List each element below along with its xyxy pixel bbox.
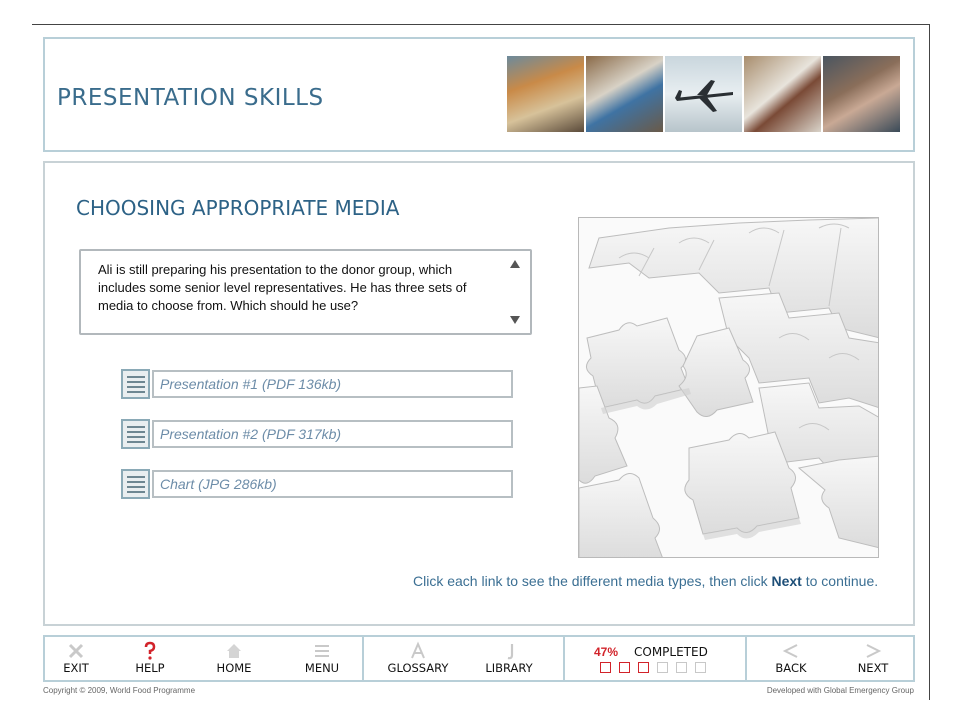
instruction-prefix: Click each link to see the different media types, then click — [413, 573, 772, 589]
puzzle-pieces-image — [578, 217, 879, 558]
progress-completed-label: COMPLETED — [634, 645, 708, 659]
section-title: CHOOSING APPROPRIATE MEDIA — [76, 196, 400, 220]
content-panel — [43, 161, 915, 626]
menu-button[interactable] — [297, 641, 347, 679]
nav-divider — [745, 637, 747, 680]
library-icon — [499, 641, 519, 661]
media-link-label[interactable]: Presentation #1 (PDF 136kb) — [152, 370, 513, 398]
header-banner — [43, 37, 915, 152]
next-button[interactable] — [847, 641, 899, 679]
progress-box — [638, 662, 649, 673]
developer-credit: Developed with Global Emergency Group — [766, 686, 914, 695]
media-link-label[interactable]: Chart (JPG 286kb) — [152, 470, 513, 498]
nav-divider — [362, 637, 364, 680]
next-arrow-icon — [863, 641, 883, 661]
header-photo-strip — [507, 56, 900, 132]
exit-button[interactable] — [51, 641, 101, 679]
back-button[interactable] — [765, 641, 817, 679]
progress-box — [695, 662, 706, 673]
library-label: LIBRARY — [485, 661, 533, 675]
progress-box — [657, 662, 668, 673]
mother-and-children-photo — [823, 56, 900, 132]
cargo-plane-photo — [665, 56, 742, 132]
plane-icon — [671, 78, 737, 114]
instruction-text — [413, 573, 878, 589]
document-icon[interactable] — [121, 469, 150, 499]
progress-percent: 47% — [594, 645, 619, 659]
next-label: NEXT — [857, 661, 889, 675]
bottom-navbar — [43, 635, 915, 682]
help-icon — [140, 641, 160, 661]
progress-box — [600, 662, 611, 673]
home-button[interactable] — [209, 641, 259, 679]
glossary-label: GLOSSARY — [387, 661, 449, 675]
scenario-text: Ali is still preparing his presentation to the donor group, which includes some senior level representatives. He has three sets of media to choose from. Which should he use? — [98, 262, 467, 313]
progress-indicator — [566, 637, 746, 680]
menu-label: MENU — [304, 661, 340, 675]
help-button[interactable] — [125, 641, 175, 679]
instruction-suffix: to continue. — [801, 573, 879, 589]
nav-divider — [563, 637, 565, 680]
food-aid-photo — [507, 56, 584, 132]
copyright-text: Copyright © 2009, World Food Programme — [43, 686, 196, 695]
document-icon[interactable] — [121, 369, 150, 399]
home-icon — [224, 641, 244, 661]
child-with-sacks-photo — [586, 56, 663, 132]
grain-sacks-photo — [744, 56, 821, 132]
app-title: PRESENTATION SKILLS — [57, 85, 324, 111]
glossary-icon — [408, 641, 428, 661]
scenario-textbox[interactable] — [79, 249, 532, 335]
progress-boxes — [600, 662, 706, 673]
exit-label: EXIT — [63, 661, 89, 675]
scroll-down-arrow-icon[interactable] — [509, 315, 521, 325]
media-link-presentation-2[interactable] — [121, 419, 513, 449]
document-icon[interactable] — [121, 419, 150, 449]
progress-box — [619, 662, 630, 673]
media-link-presentation-1[interactable] — [121, 369, 513, 399]
menu-icon — [312, 641, 332, 661]
instruction-next-keyword: Next — [771, 573, 802, 589]
library-button[interactable] — [477, 641, 541, 679]
media-link-chart[interactable] — [121, 469, 513, 499]
scroll-up-arrow-icon[interactable] — [509, 259, 521, 269]
back-arrow-icon — [781, 641, 801, 661]
home-label: HOME — [216, 661, 252, 675]
exit-icon — [66, 641, 86, 661]
back-label: BACK — [775, 661, 807, 675]
glossary-button[interactable] — [383, 641, 453, 679]
media-link-label[interactable]: Presentation #2 (PDF 317kb) — [152, 420, 513, 448]
help-label: HELP — [135, 661, 165, 675]
progress-box — [676, 662, 687, 673]
